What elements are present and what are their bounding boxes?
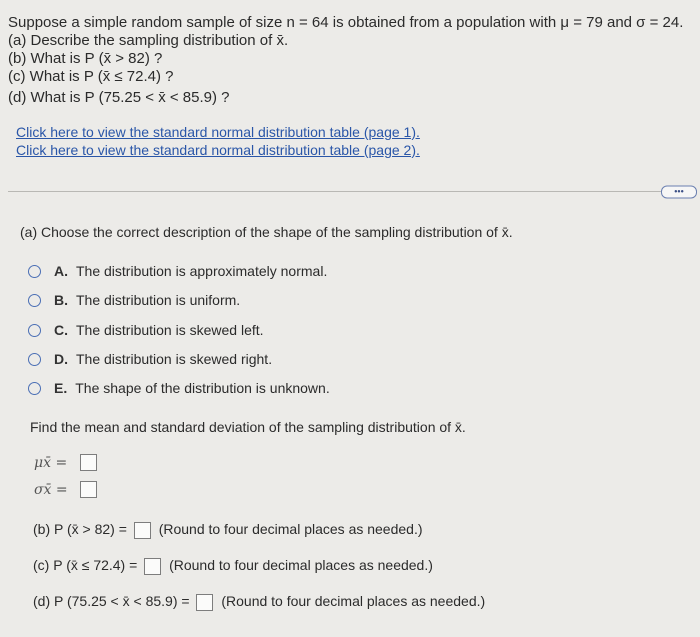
answer-d-input[interactable] — [196, 594, 213, 611]
answer-b-label: (b) P (x̄ > 82) = — [33, 521, 127, 537]
option-c[interactable] — [28, 322, 264, 338]
option-e-radio[interactable] — [28, 382, 41, 395]
answer-b-input[interactable] — [134, 522, 151, 539]
sd-row — [34, 481, 97, 499]
answer-d-hint: (Round to four decimal places as needed.) — [221, 593, 486, 609]
option-b-radio[interactable] — [28, 294, 41, 307]
mean-row — [34, 454, 97, 472]
option-c-text: The distribution is skewed left. — [76, 322, 264, 338]
problem-part-c: (c) What is P (x̄ ≤ 72.4) ? — [8, 68, 174, 85]
answer-b-hint: (Round to four decimal places as needed.) — [158, 521, 423, 537]
sd-input[interactable] — [80, 481, 97, 498]
problem-part-d: (d) What is P (75.25 < x̄ < 85.9) ? — [8, 89, 230, 106]
option-d[interactable] — [28, 351, 272, 367]
mu-label: μx̄ = — [34, 455, 68, 471]
normal-table-page1-link[interactable]: Click here to view the standard normal distribution table (page 1). — [16, 124, 420, 140]
mean-sd-prompt: Find the mean and standard deviation of the sampling distribution of x̄. — [30, 419, 466, 435]
option-b-letter: B. — [54, 292, 68, 308]
option-d-text: The distribution is skewed right. — [76, 351, 273, 367]
option-d-radio[interactable] — [28, 353, 41, 366]
option-a-radio[interactable] — [28, 265, 41, 278]
option-c-letter: C. — [54, 322, 68, 338]
answer-c-input[interactable] — [144, 558, 161, 575]
option-e[interactable] — [28, 380, 330, 396]
option-e-text: The shape of the distribution is unknown. — [75, 380, 330, 396]
answer-c-hint: (Round to four decimal places as needed.) — [169, 557, 433, 573]
option-a[interactable] — [28, 263, 327, 279]
question-a-prompt: (a) Choose the correct description of the shape of the sampling distribution of x̄. — [20, 224, 513, 240]
problem-line-1: Suppose a simple random sample of size n = 64 is obtained from a population with μ = 79 and σ = 24. — [8, 14, 684, 31]
option-b-text: The distribution is uniform. — [76, 292, 241, 308]
option-a-text: The distribution is approximately normal. — [76, 263, 328, 279]
sigma-label: σx̄ = — [34, 482, 68, 498]
answer-c-label: (c) P (x̄ ≤ 72.4) = — [33, 557, 138, 573]
normal-table-page2-link[interactable]: Click here to view the standard normal distribution table (page 2). — [16, 142, 420, 158]
problem-part-b: (b) What is P (x̄ > 82) ? — [8, 50, 163, 67]
option-a-letter: A. — [54, 263, 68, 279]
answer-b-row — [33, 521, 423, 539]
mean-input[interactable] — [80, 454, 97, 471]
answer-c-row — [33, 557, 433, 575]
section-divider — [8, 191, 682, 192]
problem-part-a: (a) Describe the sampling distribution of x̄. — [8, 32, 289, 49]
option-e-letter: E. — [54, 380, 68, 396]
answer-d-row — [33, 593, 485, 611]
answer-d-label: (d) P (75.25 < x̄ < 85.9) = — [33, 593, 190, 609]
option-b[interactable] — [28, 292, 240, 308]
more-options-button[interactable]: ••• — [661, 186, 697, 199]
option-d-letter: D. — [54, 351, 68, 367]
option-c-radio[interactable] — [28, 324, 41, 337]
